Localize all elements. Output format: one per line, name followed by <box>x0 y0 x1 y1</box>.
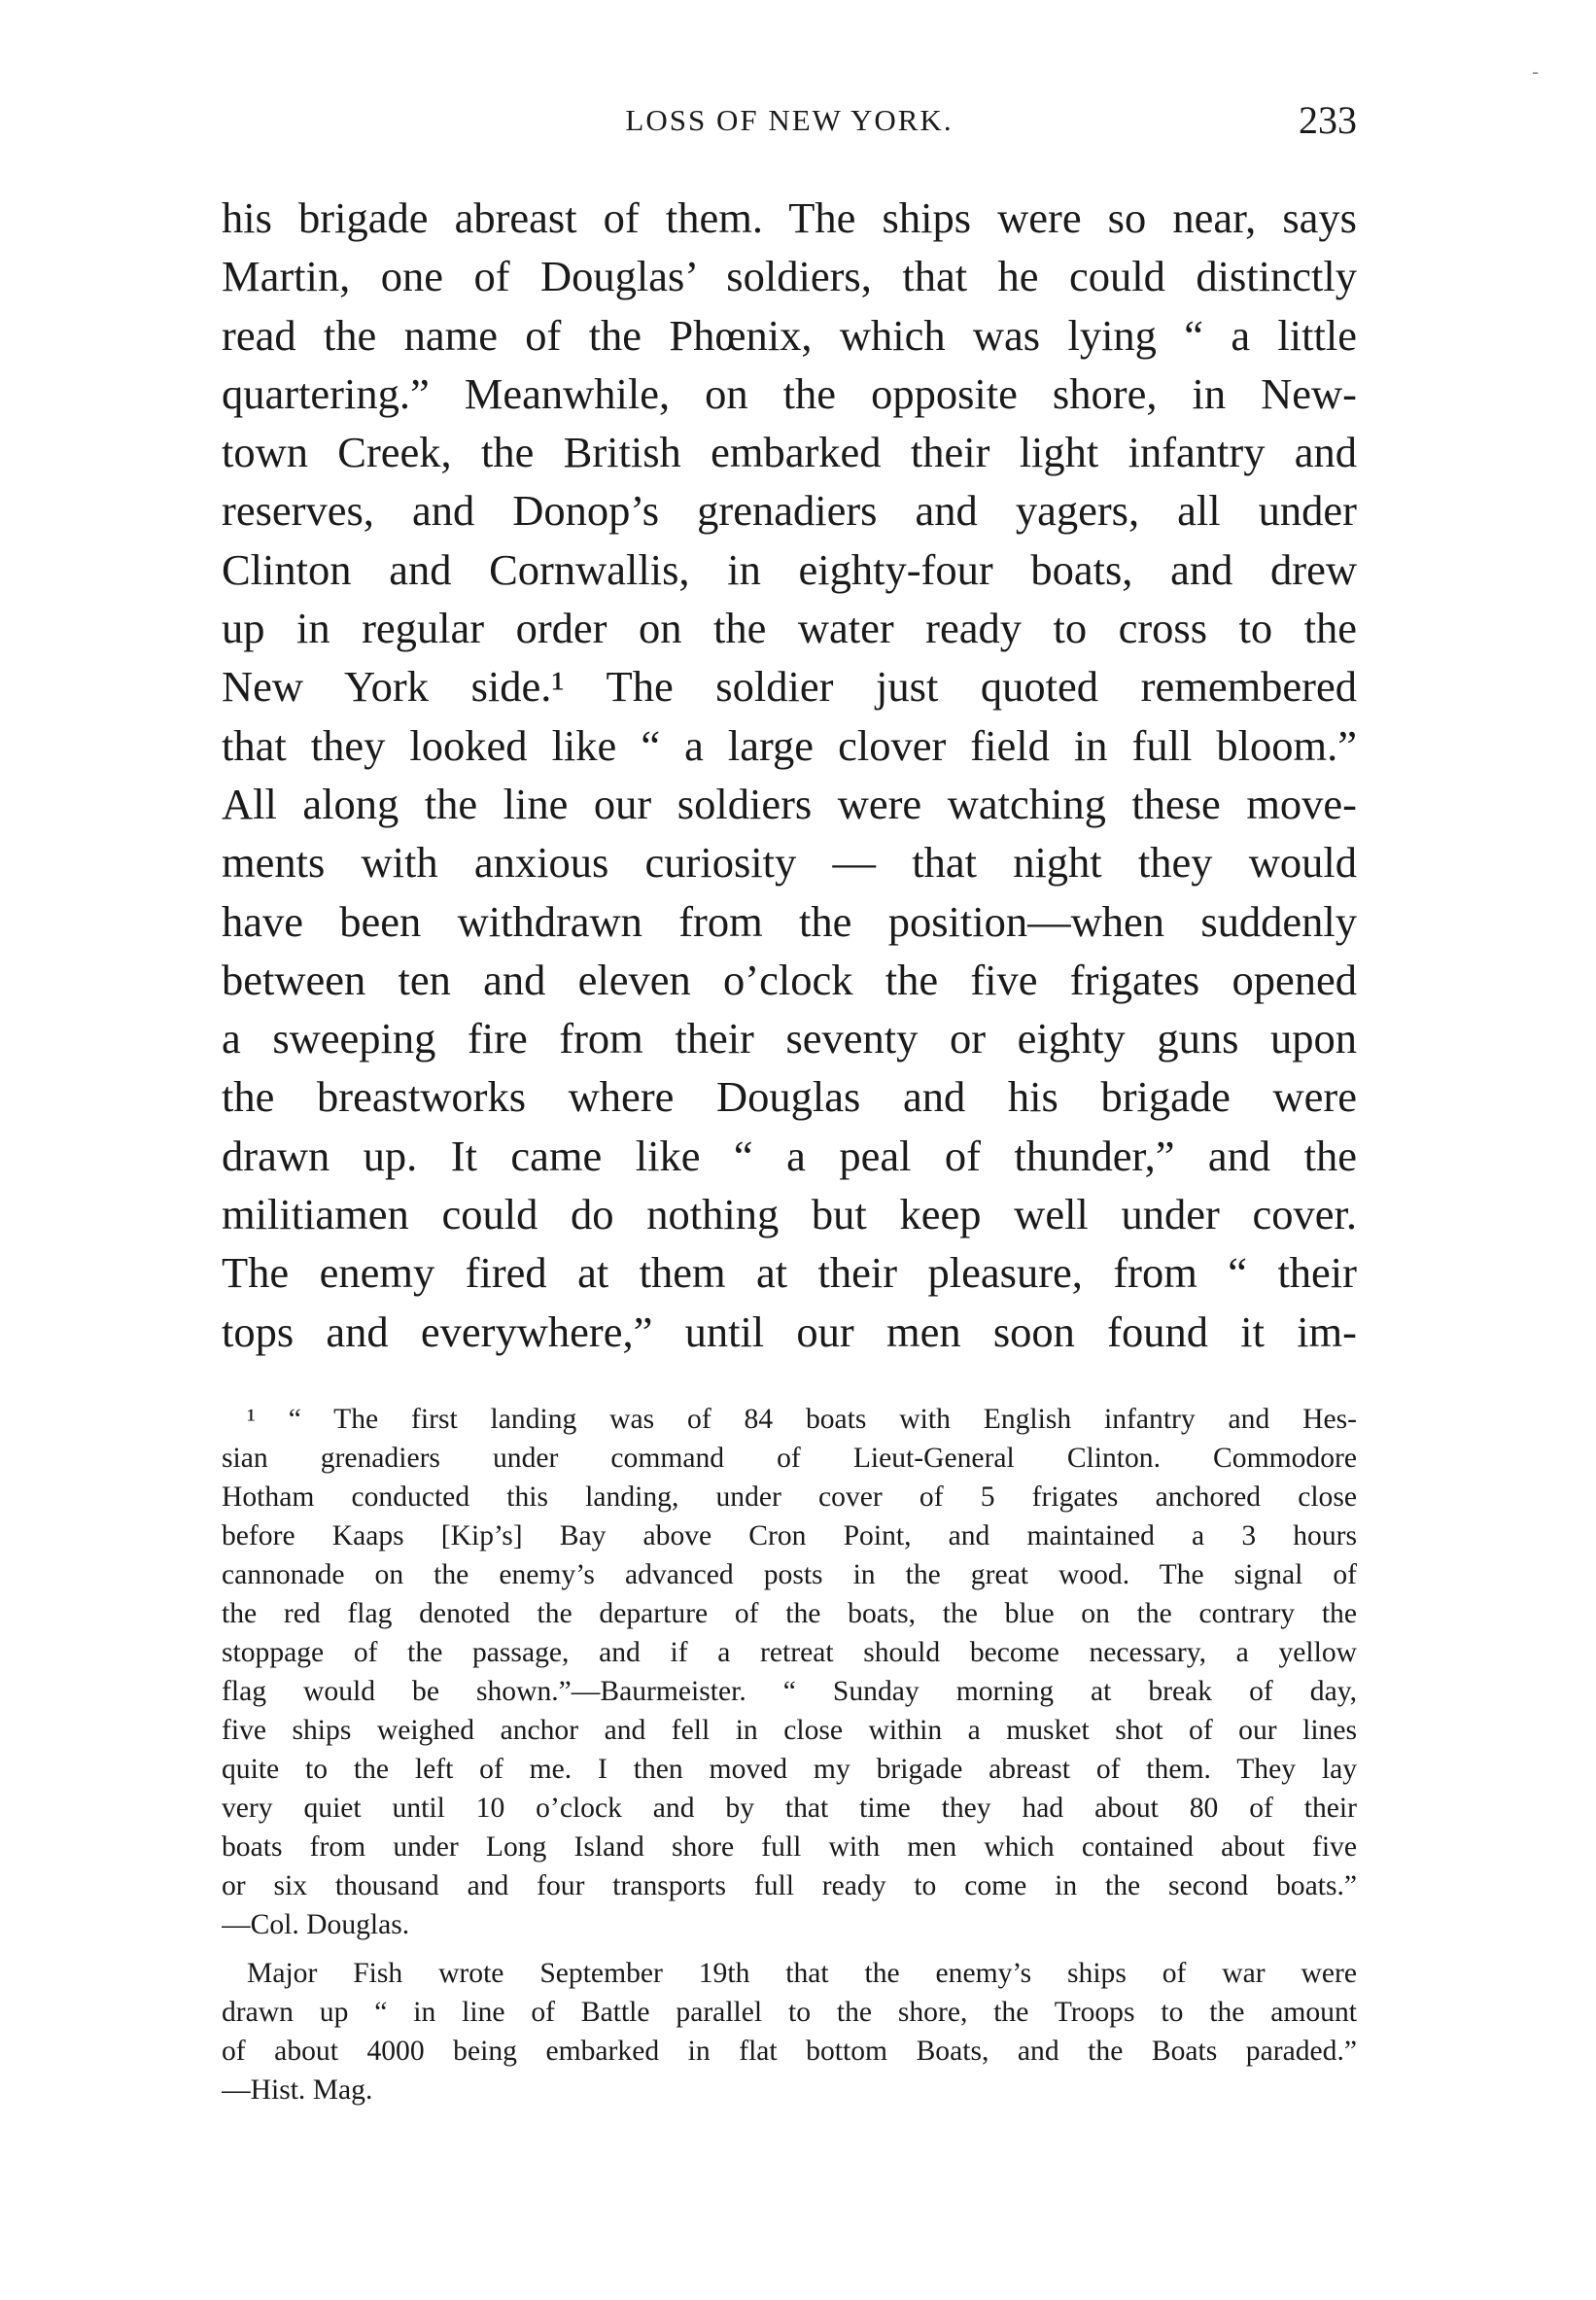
body-line: the breastworks where Douglas and his brigade were <box>222 1072 1357 1122</box>
body-line: The enemy fired at them at their pleasure, from “ their <box>222 1248 1357 1298</box>
body-line: Clinton and Cornwallis, in eighty-four boats, and drew <box>222 544 1357 594</box>
footnote-line: or six thousand and four transports full ready to come in the second boats.” <box>222 1869 1357 1901</box>
body-line: quartering.” Meanwhile, on the opposite shore, in New- <box>222 368 1357 418</box>
footnote-line: Hotham conducted this landing, under cover of 5 frigates anchored close <box>222 1481 1357 1513</box>
footnote-line: cannonade on the enemy’s advanced posts in the great wood. The signal of <box>222 1558 1357 1590</box>
running-title: LOSS OF NEW YORK. <box>625 103 954 137</box>
margin-mark: - <box>1532 60 1540 84</box>
body-line: read the name of the Phœnix, which was lying “ a little <box>222 310 1357 360</box>
footnote-line: stoppage of the passage, and if a retreat should become necessary, a yellow <box>222 1636 1357 1668</box>
footnote-2 <box>222 1954 1357 2109</box>
body-line: ments with anxious curiosity — that night they would <box>222 838 1357 888</box>
footnote-line: sian grenadiers under command of Lieut-General Clinton. Commodore <box>222 1442 1357 1474</box>
footnote-line: flag would be shown.”—Baurmeister. “ Sunday morning at break of day, <box>222 1675 1357 1707</box>
footnote-line: —Col. Douglas. <box>222 1908 410 1940</box>
footnote-line: of about 4000 being embarked in flat bottom Boats, and the Boats paraded.” <box>222 2035 1357 2067</box>
body-line: a sweeping fire from their seventy or eighty guns upon <box>222 1014 1357 1063</box>
footnote-line: Major Fish wrote September 19th that the enemy’s ships of war were <box>247 1957 1357 1989</box>
body-line: between ten and eleven o’clock the five frigates opened <box>222 955 1357 1004</box>
body-line: Martin, one of Douglas’ soldiers, that he could distinctly <box>222 252 1357 301</box>
footnote-line: the red flag denoted the departure of the boats, the blue on the contrary the <box>222 1597 1357 1629</box>
running-head <box>222 93 1357 152</box>
body-line: town Creek, the British embarked their light infantry and <box>222 428 1357 477</box>
body-line: that they looked like “ a large clover field in full bloom.” <box>222 720 1357 770</box>
footnote-line: before Kaaps [Kip’s] Bay above Cron Point, and maintained a 3 hours <box>222 1519 1357 1551</box>
footnote-1 <box>222 1400 1357 1944</box>
footnotes <box>222 1400 1357 2109</box>
body-line: his brigade abreast of them. The ships were so near, says <box>222 193 1357 242</box>
body-text <box>222 189 1357 1361</box>
page-number: 233 <box>1299 98 1357 142</box>
footnote-line: drawn up “ in line of Battle parallel to the shore, the Troops to the amount <box>222 1996 1357 2028</box>
body-line: drawn up. It came like “ a peal of thunder,” and the <box>222 1131 1357 1180</box>
footnote-line: ¹ “ The first landing was of 84 boats with English infantry and Hes- <box>247 1403 1357 1435</box>
footnote-line: boats from under Long Island shore full with men which contained about five <box>222 1830 1357 1863</box>
body-line: up in regular order on the water ready to cross to the <box>222 604 1357 653</box>
footnote-line: quite to the left of me. I then moved my brigade abreast of them. They lay <box>222 1753 1357 1785</box>
book-page <box>222 93 1357 2109</box>
footnote-line: —Hist. Mag. <box>222 2073 373 2106</box>
body-line: reserves, and Donop’s grenadiers and yagers, all under <box>222 486 1357 536</box>
body-line: New York side.¹ The soldier just quoted remembered <box>222 662 1357 712</box>
body-line: tops and everywhere,” until our men soon found it im- <box>222 1307 1357 1356</box>
body-line: militiamen could do nothing but keep well under cover. <box>222 1190 1357 1239</box>
body-line: have been withdrawn from the position—when suddenly <box>222 896 1357 946</box>
footnote-line: very quiet until 10 o’clock and by that time they had about 80 of their <box>222 1792 1357 1824</box>
footnote-line: five ships weighed anchor and fell in close within a musket shot of our lines <box>222 1714 1357 1746</box>
body-line: All along the line our soldiers were watching these move- <box>222 779 1357 828</box>
